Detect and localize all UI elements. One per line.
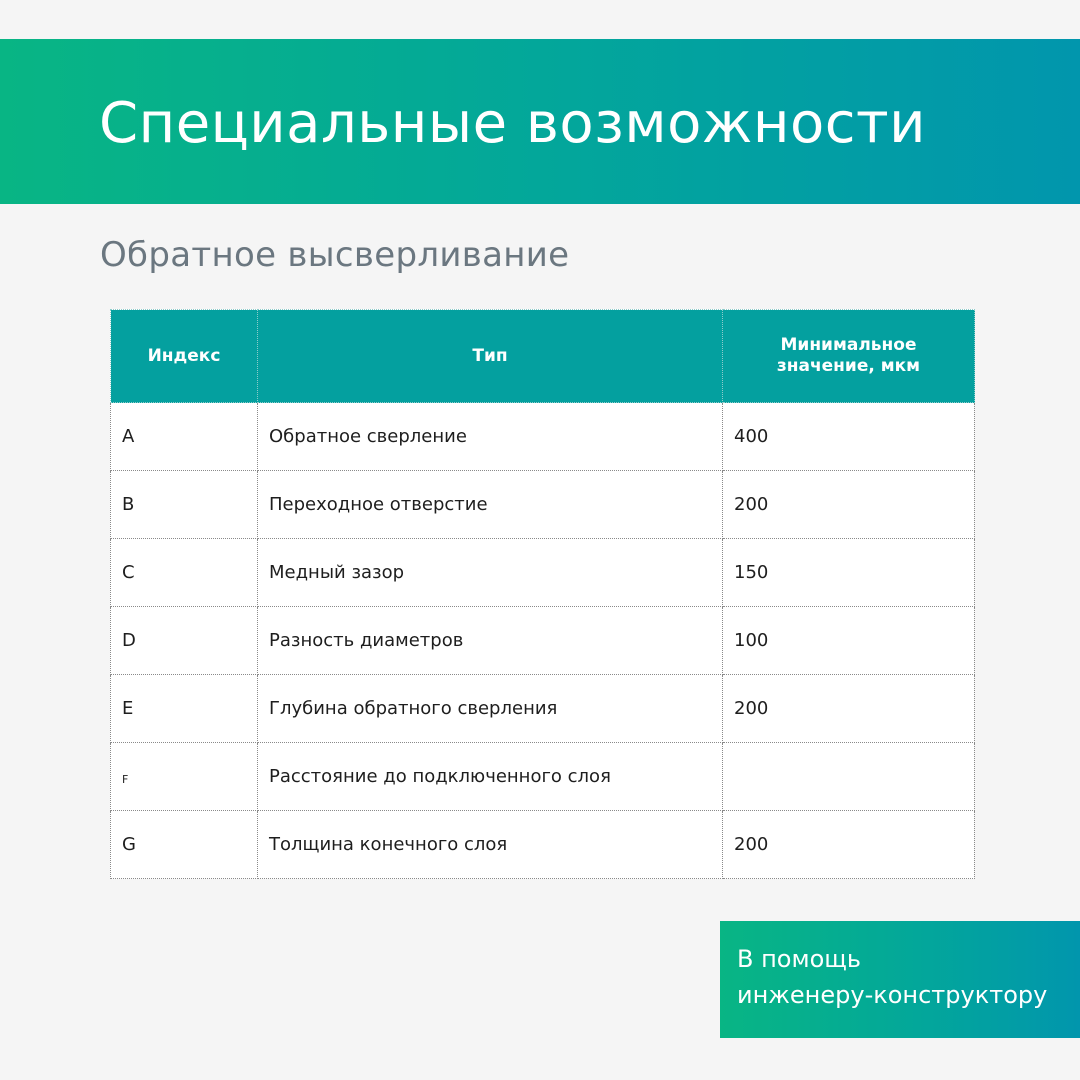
footer-caption xyxy=(737,941,1047,1013)
spec-table xyxy=(110,309,975,879)
row-index: D xyxy=(111,607,258,675)
table-row xyxy=(111,743,975,811)
table-row xyxy=(111,403,975,471)
row-type: Толщина конечного слоя xyxy=(258,811,723,879)
row-index: G xyxy=(111,811,258,879)
row-value: 400 xyxy=(723,403,975,471)
table-row xyxy=(111,539,975,607)
row-index: F xyxy=(111,743,258,811)
row-value: 150 xyxy=(723,539,975,607)
table-header-row xyxy=(111,310,975,403)
row-value: 100 xyxy=(723,607,975,675)
row-value: 200 xyxy=(723,471,975,539)
row-index: B xyxy=(111,471,258,539)
row-value: 200 xyxy=(723,675,975,743)
spec-table-container xyxy=(110,309,974,879)
row-type: Глубина обратного сверления xyxy=(258,675,723,743)
table-row xyxy=(111,607,975,675)
column-header-type: Тип xyxy=(258,310,723,403)
row-type: Переходное отверстие xyxy=(258,471,723,539)
column-header-min-value-line2: значение, мкм xyxy=(776,356,921,376)
row-index: E xyxy=(111,675,258,743)
row-index: A xyxy=(111,403,258,471)
row-type: Медный зазор xyxy=(258,539,723,607)
row-type: Обратное сверление xyxy=(258,403,723,471)
column-header-index: Индекс xyxy=(111,310,258,403)
row-type: Расстояние до подключенного слоя xyxy=(258,743,723,811)
footer-caption-line2: инженеру-конструктору xyxy=(737,981,1048,1009)
footer-caption-line1: В помощь xyxy=(737,945,862,973)
table-row xyxy=(111,811,975,879)
row-value xyxy=(723,743,975,811)
column-header-min-value-line1: Минимальное xyxy=(780,335,917,355)
table-row xyxy=(111,471,975,539)
footer-badge xyxy=(720,921,1080,1038)
table-row xyxy=(111,675,975,743)
column-header-min-value xyxy=(723,310,975,403)
row-value: 200 xyxy=(723,811,975,879)
row-type: Разность диаметров xyxy=(258,607,723,675)
row-index: C xyxy=(111,539,258,607)
section-subtitle: Обратное высверливание xyxy=(100,235,570,275)
page-title: Специальные возможности xyxy=(99,91,927,156)
